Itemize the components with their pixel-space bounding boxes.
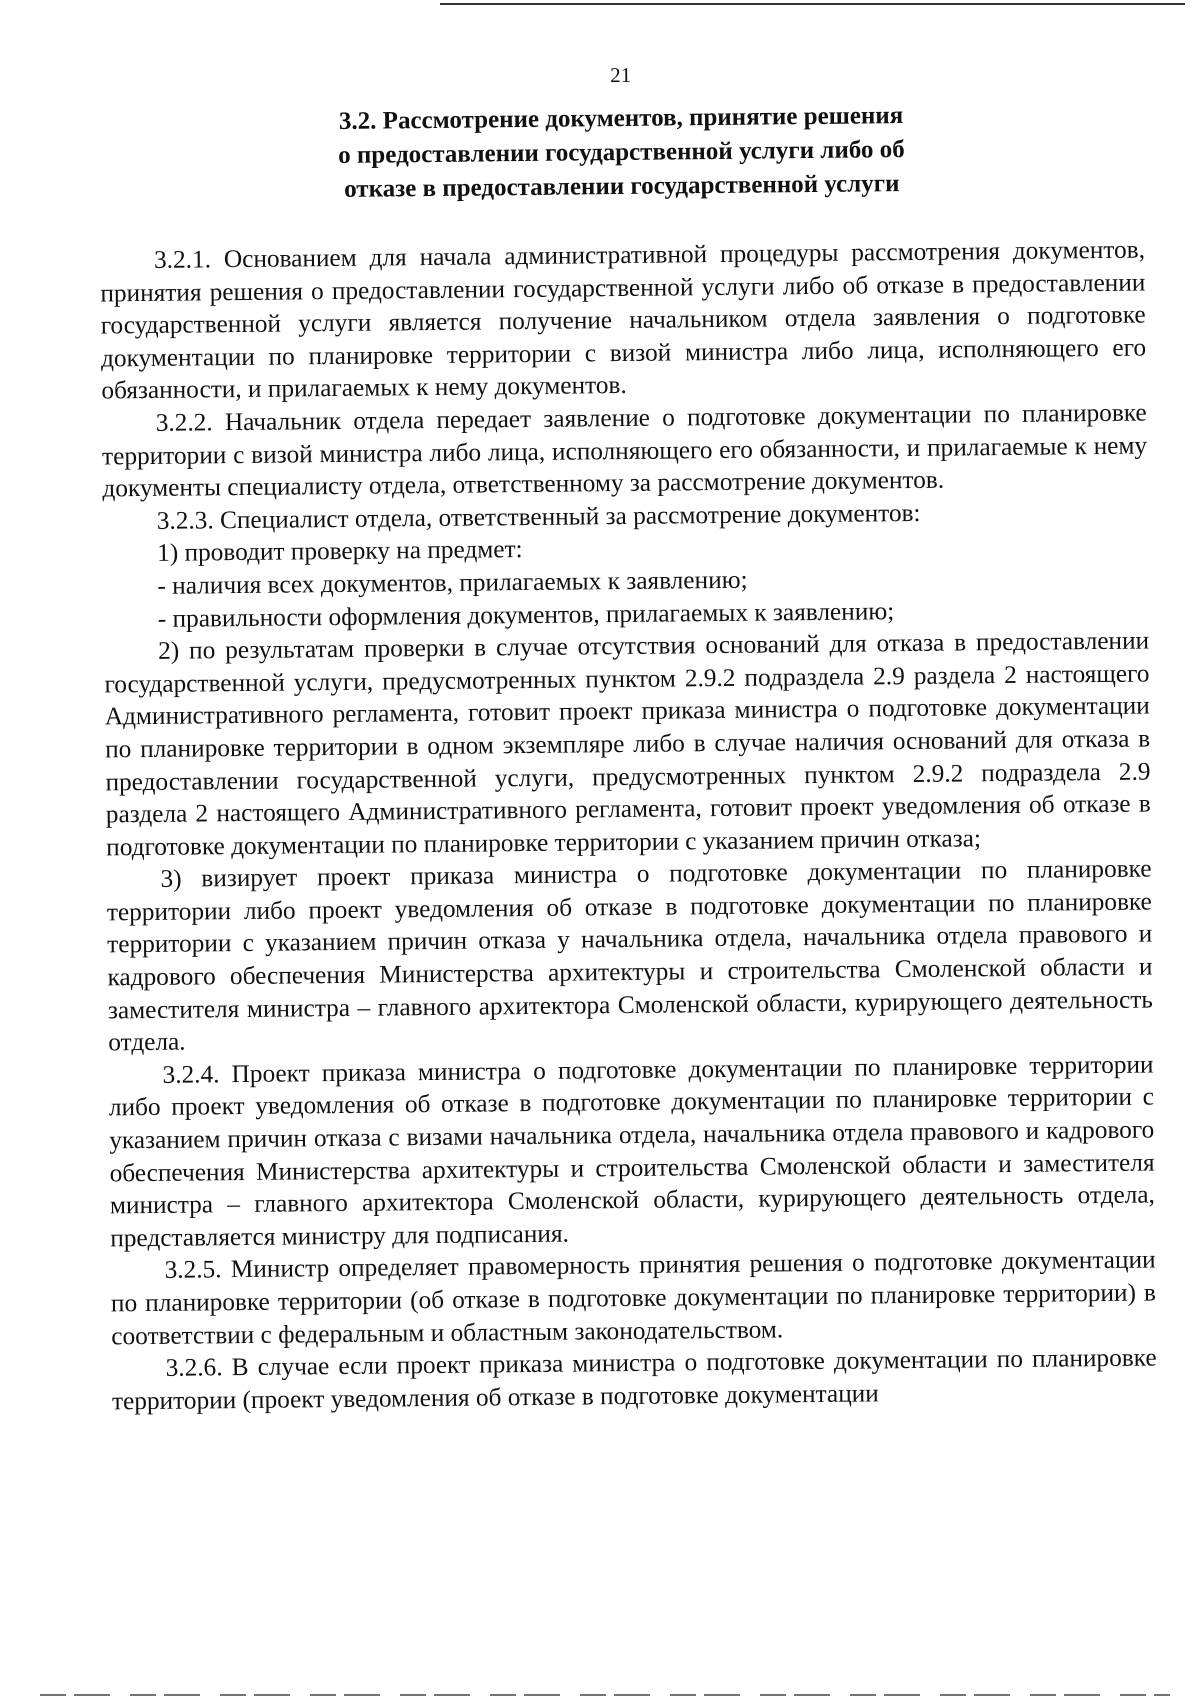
scan-bottom-edge-line <box>40 1694 1170 1696</box>
scan-top-edge-line <box>440 3 1185 5</box>
section-heading-line-1: 3.2. Рассмотрение документов, принятие решения <box>338 102 904 135</box>
paragraph-3-2-5: 3.2.5. Министр определяет правомерность принятия решения о подготовке документации по планировке территории (об отказе в подготовке документации по планировке территории) в соответствии с федеральным и областным законодательством. <box>110 1245 1157 1350</box>
paragraph-3-2-3: 3.2.3. Специалист отдела, ответственный за рассмотрение документов: <box>156 498 921 535</box>
paragraph-3-2-4: 3.2.4. Проект приказа министра о подготовке документации по планировке территории либо проект уведомления об отказе в подготовке документации по планировке территории с указанием причин отказа с визами начальника отдела, начальника отдела правового и кадрового обеспечения Министерства архитектуры и строительства Смоленской области и заместителя министра – главного архитектора Смоленской области, курирующего деятельность отдела, представляется министру для подписания. <box>108 1050 1156 1253</box>
list-subitem-correctness: - правильности оформления документов, прилагаемых к заявлению; <box>157 596 895 633</box>
document-page <box>98 57 1157 1418</box>
list-item-1: 1) проводит проверку на предмет: <box>156 535 523 568</box>
paragraph-3-2-6: 3.2.6. В случае если проект приказа министра о подготовке документации по планировке территории (проект уведомления об отказе в подготовке документации <box>111 1343 1157 1416</box>
page-number: 21 <box>610 62 632 88</box>
list-item-3: 3) визирует проект приказа министра о подготовке документации по планировке территории либо проект уведомления об отказе в подготовке документации по планировке территории с указанием причин отказа у начальника отдела, начальника отдела правового и кадрового обеспечения Министерства архитектуры и строительства Смоленской области и заместителя министра – главного архитектора Смоленской области, курирующего деятельность отдела. <box>106 854 1153 1057</box>
list-item-2: 2) по результатам проверки в случае отсутствия оснований для отказа в предоставлении государственной услуги, предусмотренных пунктом 2.9.2 подраздела 2.9 раздела 2 настоящего Административного регламента, готовит проект приказа министра о подготовке документации по планировке территории в одном экземпляре либо в случае наличия оснований для отказа в предоставлении государственной услуги, предусмотренных пунктом 2.9.2 подраздела 2.9 раздела 2 настоящего Административного регламента, готовит проект уведомления об отказе в подготовке документации по планировке территории с указанием причин отказа; <box>104 626 1151 862</box>
list-subitem-presence: - наличия всех документов, прилагаемых к заявлению; <box>157 565 748 600</box>
section-heading-line-3: отказе в предоставлении государственной услуги <box>344 170 900 203</box>
document-body <box>100 234 1157 1418</box>
paragraph-3-2-2: 3.2.2. Начальник отдела передает заявление о подготовке документации по планировке территории с визой министра либо лица, исполняющего его обязанности, и прилагаемые к нему документы специалисту отдела, ответственному за рассмотрение документов. <box>101 398 1148 503</box>
section-heading-line-2: о предоставлении государственной услуги либо об <box>338 136 905 169</box>
section-heading <box>98 97 1144 210</box>
paragraph-3-2-1: 3.2.1. Основанием для начала административной процедуры рассмотрения документов, принятия решения о предоставлении государственной услуги либо об отказе в предоставлении государственной услуги является получение начальником отдела заявления о подготовке документации по планировке территории с визой министра либо лица, исполняющего его обязанности, и прилагаемых к нему документов. <box>100 235 1147 405</box>
